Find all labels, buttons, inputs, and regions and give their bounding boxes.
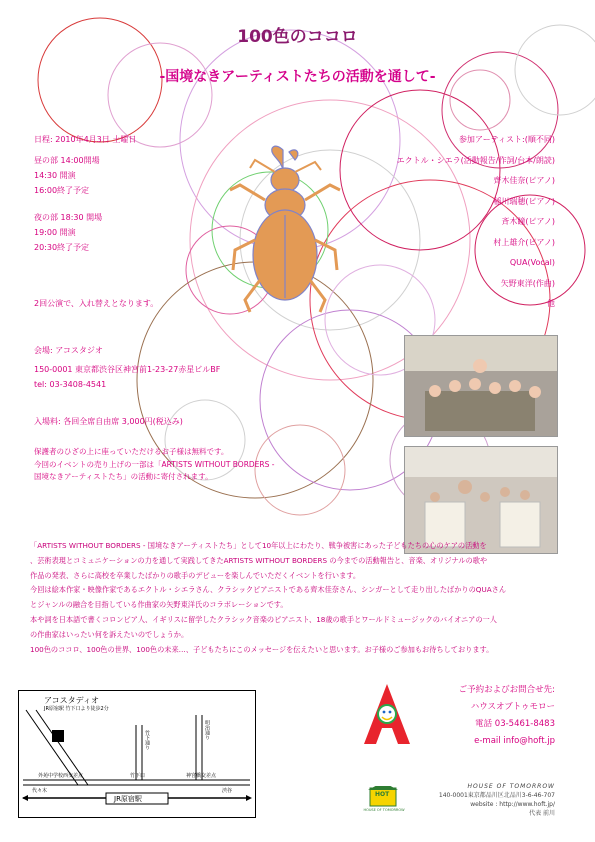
description-line: 100色のココロ、100色の世界、100色の未来…、子どもたちにこのメッセージを伝えたいと思います。お子様のご参加もお待ちしております。 — [30, 644, 494, 654]
venue-block — [34, 343, 220, 392]
hot-logo-caption: HOUSE OF TOMORROW — [363, 808, 405, 812]
map-left-direction: 代々木 — [32, 788, 48, 794]
map-school: 外苑中学校西交差点 — [38, 773, 84, 779]
venue-address: 150-0001 東京都渋谷区神宮前1-23-27赤星ビルBF — [34, 365, 221, 374]
artist-item: 矢野東洋(作曲) — [500, 278, 555, 288]
admission-note: 保護者のひざの上に座っていただけるお子様は無料です。 — [34, 447, 229, 456]
schedule-block — [34, 132, 136, 255]
classroom-photo-2 — [404, 446, 558, 554]
artist-item: 斉木瞳(ピアノ) — [501, 217, 555, 226]
description-line: 本や詞を日本語で書くコロンビア人、イギリスに留学したクラシック音楽のピアニスト、18歳の歌手とワールドミュージックのバイオニアの一人 — [30, 614, 497, 624]
venue-tel: tel: 03-3408-4541 — [34, 380, 107, 389]
event-date: 日程: 2010年4月3日 土曜日 — [34, 135, 137, 144]
description-line: 、芸術表現とコミュニケーションの力を通して実践してきたARTISTS WITHOUT BORDERS の今までの活動報告と、音楽、オリジナルの歌や — [30, 555, 488, 565]
venue-label: 会場: アコスタジオ — [34, 346, 103, 355]
description-line: の作曲家はいったい何を訴えたいのでしょうか。 — [30, 629, 189, 639]
contact-block — [459, 682, 555, 750]
studio-marker — [52, 730, 64, 742]
artist-item: 稲川瑞穂(ピアノ) — [493, 196, 555, 206]
day-session-end: 16:00終了予定 — [34, 186, 90, 195]
contact-phone: 電話 03-5461-8483 — [475, 719, 555, 729]
photo-placeholder — [405, 447, 557, 553]
classroom-photo-1 — [404, 335, 558, 437]
footer-address: 140-0001東京都品川区北品川3-6-46-707 — [438, 792, 555, 799]
footer-rep: 代表 前川 — [529, 810, 555, 817]
footer-block — [439, 782, 555, 818]
night-session-label: 夜の部 18:30 開場 — [34, 213, 103, 222]
session-note: 2回公演で、入れ替えとなります。 — [34, 299, 159, 308]
artist-item: 村上雄介(ピアノ) — [493, 237, 555, 247]
map-station: JR原宿駅 — [114, 795, 142, 803]
description-line: 今回は絵本作家・映像作家であるエクトル・シエラさん、クラシックピアニストである齊木佳奈さん、シンガーとして走り出したばかりのQUAさん — [30, 585, 507, 595]
description-line: 「ARTISTS WITHOUT BORDERS - 国境なきアーティストたち」として10年以上にわたり、戦争被害にあった子どもたちの心のケアの活動を — [30, 541, 487, 550]
map-studio-note: JR原宿駅 竹下口より徒歩2分 — [44, 706, 109, 712]
footer-org: HOUSE OF TOMORROW — [467, 783, 555, 790]
contact-email: e-mail info@hoft.jp — [474, 736, 555, 746]
map-jingu-bridge: 神宮橋交差点 — [186, 773, 217, 779]
day-session-label: 昼の部 14:00開場 — [34, 156, 100, 165]
night-session-open: 19:00 開演 — [34, 228, 76, 237]
contact-heading: ご予約およびお問合せ先: — [458, 685, 555, 695]
page-subtitle: -国境なきアーティストたちの活動を通して- — [159, 69, 436, 85]
map-meiji-street: 明治通り — [204, 720, 210, 740]
contact-org: ハウスオブトゥモロー — [470, 702, 555, 712]
map-studio-name: アコスタディオ — [44, 696, 99, 705]
artist-list — [397, 130, 555, 315]
hot-logo-text: HOT — [375, 791, 390, 798]
page-title: 100色のココロ — [237, 27, 358, 47]
photo-placeholder — [405, 336, 557, 436]
night-session-end: 20:30終了予定 — [34, 243, 90, 252]
access-map — [18, 690, 256, 818]
description-line: とジャンルの融合を目指している作曲家の矢野東洋氏のコラボレーションです。 — [30, 600, 288, 610]
description-line: 作品の発表、さらに高校を卒業したばかりの歌手のデビューを楽しんでいただくイベントを行います。 — [30, 570, 361, 580]
artist-item: エクトル・シエラ(活動報告/作詞/台本/朗読) — [396, 155, 555, 165]
admission-label: 入場料: 各回全席自由席 3,000円(税込み) — [34, 417, 183, 426]
footer-website: website : http://www.hoft.jp/ — [470, 801, 555, 808]
artist-item: QUA(Vocal) — [509, 258, 555, 267]
admission-notes — [34, 446, 275, 484]
description — [30, 539, 570, 657]
day-session-open: 14:30 開演 — [34, 171, 76, 180]
artist-heading: 参加アーティスト:(順不同) — [458, 135, 555, 144]
artist-item: 齊木佳奈(ピアノ) — [493, 176, 555, 185]
beetle-illustration — [225, 140, 345, 315]
a-logo-icon — [362, 682, 412, 746]
admission-note: 国境なきアーティストたち」の活動に寄付されます。 — [34, 472, 213, 481]
map-takeshita-street: 竹下通り — [144, 730, 150, 750]
map-right-direction: 渋谷 — [222, 788, 233, 794]
map-takeshita-exit: 竹下口 — [130, 773, 146, 779]
admission-note: 今回のイベントの売り上げの一部は「ARTISTS WITHOUT BORDERS - — [34, 459, 275, 469]
hot-logo — [356, 786, 412, 816]
artist-item: 他 — [547, 299, 555, 308]
